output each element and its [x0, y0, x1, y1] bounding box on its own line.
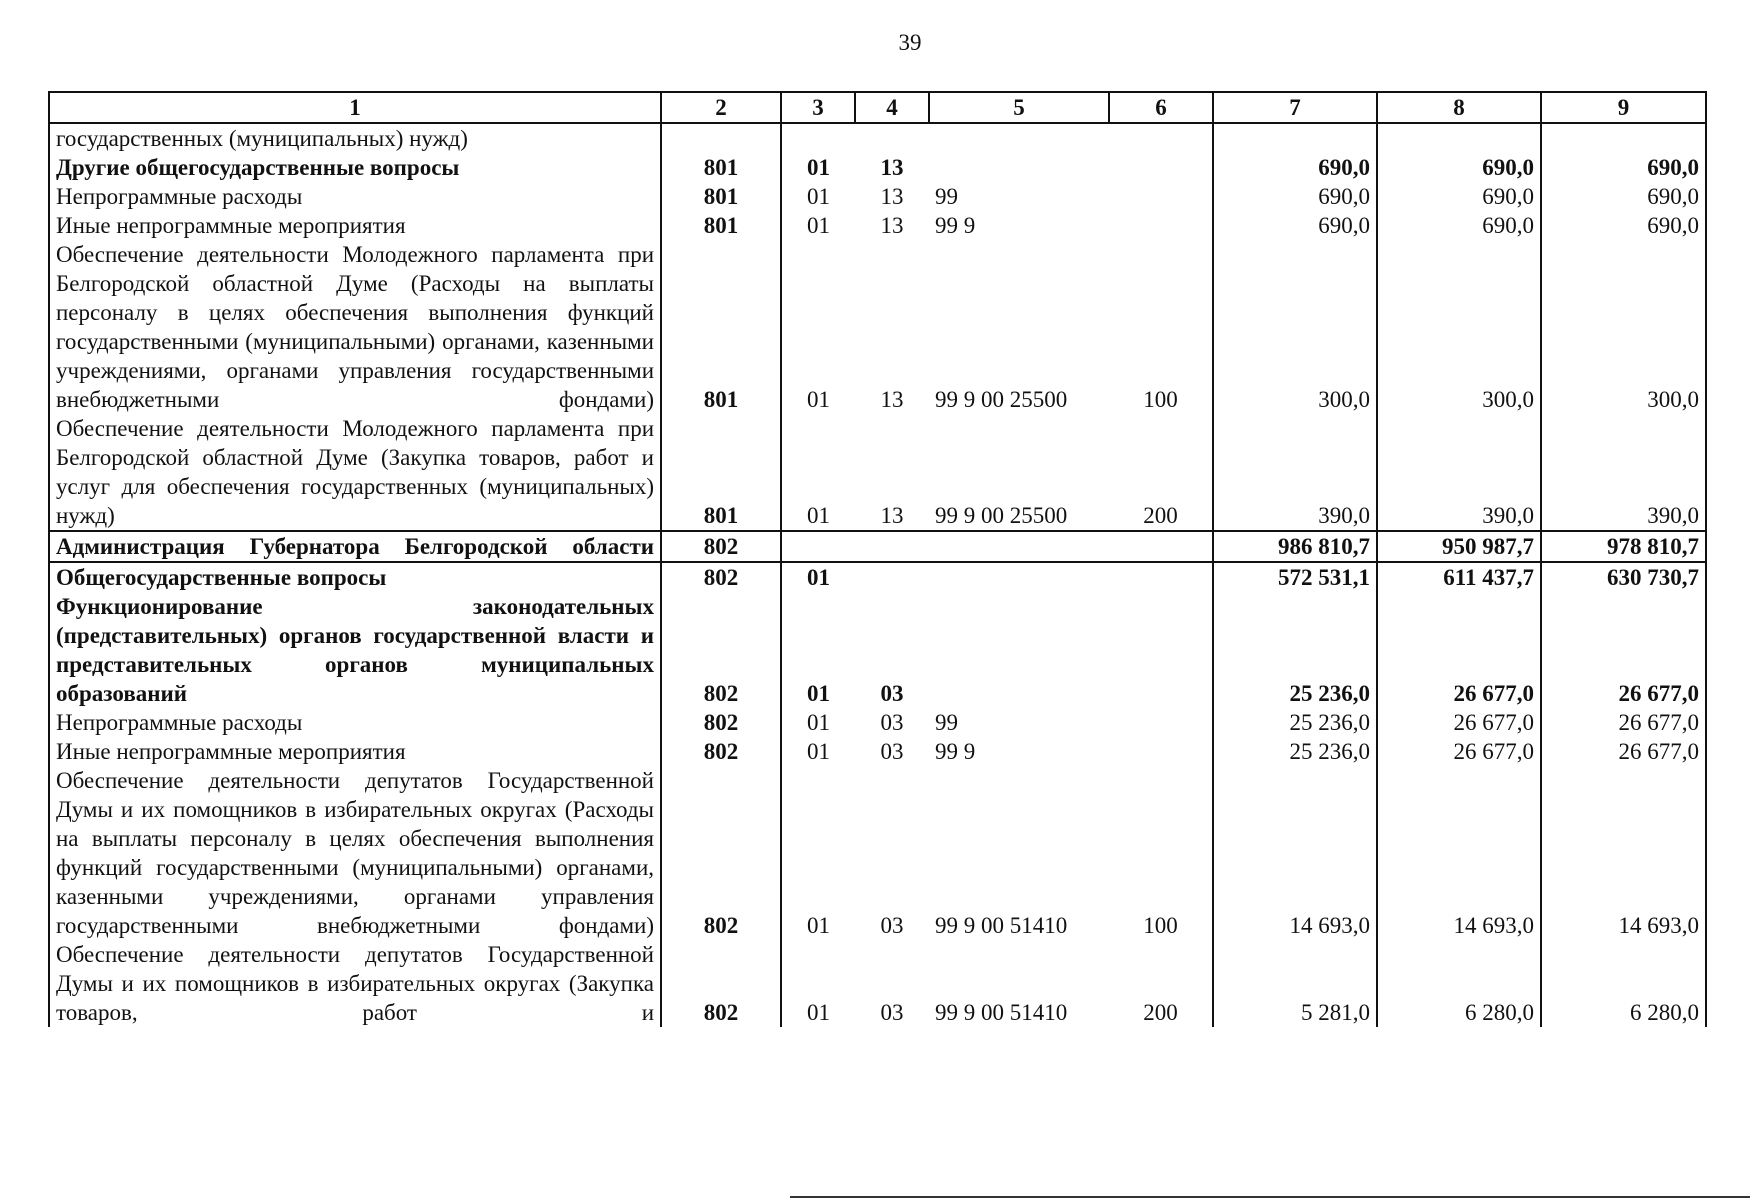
cell-c8: 690,0	[1377, 153, 1541, 182]
table-row	[49, 940, 1706, 1027]
cell-c5	[929, 562, 1109, 592]
cell-c3: 01	[781, 708, 855, 737]
cell-c3: 01	[781, 240, 855, 414]
cell-c6	[1109, 153, 1213, 182]
row-description: Функционирование законодательных (представительных) органов государственной власти и представительных органов муниципальных образований	[49, 592, 661, 708]
cell-c8: 950 987,7	[1377, 531, 1541, 562]
cell-c2: 802	[661, 708, 781, 737]
cell-c9: 978 810,7	[1541, 531, 1706, 562]
cell-c2: 802	[661, 562, 781, 592]
cell-c9: 14 693,0	[1541, 766, 1706, 940]
row-description: Иные непрограммные мероприятия	[49, 211, 661, 240]
cell-c2: 802	[661, 531, 781, 562]
table-row	[49, 592, 1706, 708]
row-description: Непрограммные расходы	[49, 182, 661, 211]
cell-c3: 01	[781, 562, 855, 592]
cell-c7: 14 693,0	[1213, 766, 1377, 940]
table-row	[49, 211, 1706, 240]
cell-c6	[1109, 123, 1213, 153]
cell-c6	[1109, 182, 1213, 211]
cell-c8: 26 677,0	[1377, 737, 1541, 766]
row-description: Обеспечение деятельности депутатов Государственной Думы и их помощников в избирательных округах (Расходы на выплаты персоналу в целях обеспечения выполнения функций государственными (муниципальными) органами, казенными учреждениями, органами управления государственными внебюджетными фондами)	[49, 766, 661, 940]
table-row	[49, 414, 1706, 531]
cell-c6	[1109, 211, 1213, 240]
cell-c4	[855, 123, 929, 153]
cell-c4: 03	[880, 739, 904, 764]
cell-c6	[1109, 531, 1213, 562]
cell-c3: 01	[781, 940, 855, 1027]
cell-c7: 690,0	[1213, 211, 1377, 240]
cell-c7: 690,0	[1213, 182, 1377, 211]
cell-c5	[929, 123, 1109, 153]
table-row	[49, 708, 1706, 737]
cell-c9: 26 677,0	[1541, 592, 1706, 708]
header-col-5: 5	[929, 92, 1109, 123]
table-row	[49, 240, 1706, 414]
page-number: 39	[898, 30, 922, 55]
table-row	[49, 531, 1706, 562]
cell-c5: 99 9 00 51410	[935, 913, 1068, 938]
cell-c5: 99 9 00 25500	[935, 503, 1068, 528]
cell-c2: 802	[661, 737, 781, 766]
cell-c7: 390,0	[1213, 414, 1377, 531]
cell-c8: 390,0	[1377, 414, 1541, 531]
cell-c4: 13	[880, 503, 904, 528]
cell-c5: 99	[935, 184, 958, 209]
header-col-4: 4	[855, 92, 929, 123]
row-description: Общегосударственные вопросы	[49, 562, 661, 592]
table-row	[49, 562, 1706, 592]
cell-c2: 801	[661, 240, 781, 414]
cell-c7: 25 236,0	[1213, 737, 1377, 766]
cell-c2: 801	[661, 211, 781, 240]
cell-c3: 01	[781, 182, 855, 211]
cell-c9: 390,0	[1541, 414, 1706, 531]
cell-c2: 802	[661, 940, 781, 1027]
cell-c9: 26 677,0	[1541, 708, 1706, 737]
cell-c6	[1109, 562, 1213, 592]
row-description: Обеспечение деятельности депутатов Государственной Думы и их помощников в избирательных округах (Закупка товаров, работ и	[49, 940, 661, 1027]
cell-c8: 14 693,0	[1377, 766, 1541, 940]
cell-c5: 99 9 00 25500	[935, 387, 1068, 412]
cell-c8	[1377, 123, 1541, 153]
cell-c9: 300,0	[1541, 240, 1706, 414]
cell-c6: 200	[1109, 414, 1213, 531]
cell-c8: 6 280,0	[1377, 940, 1541, 1027]
cell-c8: 611 437,7	[1377, 562, 1541, 592]
table-body	[49, 123, 1706, 1027]
cell-c5: 99 9	[935, 213, 976, 238]
cell-c3	[781, 123, 855, 153]
cell-c3: 01	[781, 414, 855, 531]
cell-c5: 99 9 00 51410	[935, 1000, 1068, 1025]
cell-c2: 801	[661, 414, 781, 531]
row-description: Администрация Губернатора Белгородской области	[49, 531, 661, 562]
cell-c9: 690,0	[1541, 211, 1706, 240]
cell-c4: 03	[880, 710, 904, 735]
header-col-1: 1	[49, 92, 661, 123]
cell-c9: 690,0	[1541, 182, 1706, 211]
cell-c7: 690,0	[1213, 153, 1377, 182]
cell-c2	[661, 123, 781, 153]
cell-c7: 25 236,0	[1213, 592, 1377, 708]
cell-c4	[855, 562, 929, 592]
cell-c3: 01	[781, 766, 855, 940]
table-row	[49, 123, 1706, 153]
cell-c8: 690,0	[1377, 182, 1541, 211]
cell-c3: 01	[781, 592, 855, 708]
cell-c2: 802	[661, 592, 781, 708]
table-row	[49, 153, 1706, 182]
cell-c5	[929, 592, 1109, 708]
cell-c4: 03	[880, 681, 904, 706]
cell-c6	[1109, 592, 1213, 708]
budget-table	[48, 91, 1707, 1027]
row-description: Непрограммные расходы	[49, 708, 661, 737]
header-col-2: 2	[661, 92, 781, 123]
table-row	[49, 766, 1706, 940]
table-row	[49, 182, 1706, 211]
cell-c7: 572 531,1	[1213, 562, 1377, 592]
header-col-7: 7	[1213, 92, 1377, 123]
cell-c6: 100	[1109, 766, 1213, 940]
cell-c8: 690,0	[1377, 211, 1541, 240]
cell-c4: 13	[880, 155, 904, 180]
cell-c3: 01	[781, 737, 855, 766]
header-col-3: 3	[781, 92, 855, 123]
cell-c3: 01	[781, 211, 855, 240]
cell-c9: 6 280,0	[1541, 940, 1706, 1027]
cell-c4: 13	[880, 184, 904, 209]
header-col-8: 8	[1377, 92, 1541, 123]
table-header	[49, 92, 1706, 123]
cell-c8: 26 677,0	[1377, 592, 1541, 708]
cell-c2: 801	[661, 182, 781, 211]
header-col-6: 6	[1109, 92, 1213, 123]
cell-c4: 03	[880, 913, 904, 938]
cell-c5: 99	[935, 710, 958, 735]
cell-c7: 5 281,0	[1213, 940, 1377, 1027]
cell-c9: 690,0	[1541, 153, 1706, 182]
row-description: Обеспечение деятельности Молодежного парламента при Белгородской областной Думе (Расходы на выплаты персоналу в целях обеспечения выполнения функций государственными (муниципальными) органами, казенными учреждениями, органами управления государственными внебюджетными фондами)	[49, 240, 661, 414]
cell-c9	[1541, 123, 1706, 153]
cell-c2: 801	[661, 153, 781, 182]
cell-c6	[1109, 708, 1213, 737]
cell-c7: 25 236,0	[1213, 708, 1377, 737]
cell-c6	[1109, 737, 1213, 766]
row-description: Обеспечение деятельности Молодежного парламента при Белгородской областной Думе (Закупка товаров, работ и услуг для обеспечения государственных (муниципальных) нужд)	[49, 414, 661, 531]
row-description: Другие общегосударственные вопросы	[49, 153, 661, 182]
row-description: государственных (муниципальных) нужд)	[49, 123, 661, 153]
row-description: Иные непрограммные мероприятия	[49, 737, 661, 766]
table-row	[49, 737, 1706, 766]
cell-c9: 630 730,7	[1541, 562, 1706, 592]
cell-c6: 200	[1109, 940, 1213, 1027]
cell-c5: 99 9	[935, 739, 976, 764]
cell-c4: 13	[880, 213, 904, 238]
cell-c7	[1213, 123, 1377, 153]
cell-c5	[929, 531, 1109, 562]
cell-c6: 100	[1109, 240, 1213, 414]
cell-c3	[781, 531, 855, 562]
cell-c4	[855, 531, 929, 562]
header-col-9: 9	[1541, 92, 1706, 123]
cell-c4: 13	[880, 387, 904, 412]
cell-c9: 26 677,0	[1541, 737, 1706, 766]
cell-c8: 300,0	[1377, 240, 1541, 414]
cell-c2: 802	[661, 766, 781, 940]
cell-c7: 986 810,7	[1213, 531, 1377, 562]
cell-c8: 26 677,0	[1377, 708, 1541, 737]
cell-c7: 300,0	[1213, 240, 1377, 414]
cell-c5	[929, 153, 1109, 182]
cell-c4: 03	[880, 1000, 904, 1025]
footer-divider	[790, 1196, 1750, 1198]
cell-c3: 01	[781, 153, 855, 182]
